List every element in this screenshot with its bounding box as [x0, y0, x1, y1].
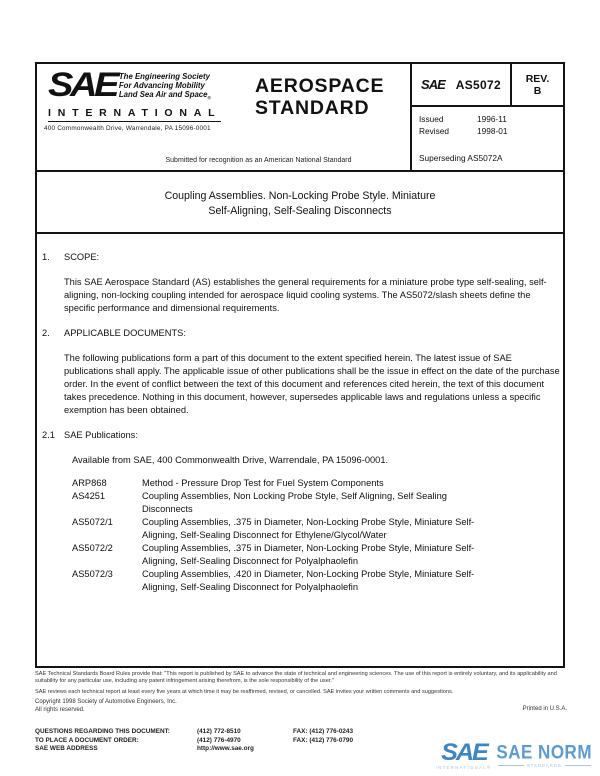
- tagline-line3: Land Sea Air and Space$_®$: [118, 89, 211, 101]
- revision-label: REV.: [525, 72, 550, 85]
- sae-norm-glyph-icon: SAE: [440, 739, 487, 766]
- issued-date: 1996-11: [477, 114, 507, 124]
- section-1-paragraph: This SAE Aerospace Standard (AS) establishes the general requirements for a miniature probe type self-sealing, self-aligning, non-locking coupling intended for aerospace liquid cooling systems. The AS5072/slash sheets define the specific performance and dimensional requirements.: [64, 277, 547, 313]
- copyright-line2: All rights reserved.: [35, 706, 85, 713]
- sae-norm-subtitle-text: STANDARDS: [526, 763, 562, 768]
- contact-row-orders: [35, 737, 353, 746]
- document-header: [37, 64, 563, 172]
- sae-norm-subtitle: [496, 763, 592, 768]
- revision-box: [512, 64, 563, 105]
- section-2-number: 2.: [42, 328, 50, 338]
- revision-value: B: [533, 84, 542, 97]
- document-number: AS5072: [455, 77, 501, 92]
- printed-in-usa: Printed in U.S.A.: [522, 706, 567, 712]
- section-2-title: APPLICABLE DOCUMENTS:: [64, 328, 186, 338]
- section-1-number: 1.: [42, 252, 50, 262]
- copyright-notice: [35, 699, 177, 714]
- dash-icon: [498, 765, 524, 766]
- publication-title: Method - Pressure Drop Test for Fuel System Components: [142, 478, 384, 488]
- contact-fax: FAX: (412) 776-0790: [293, 736, 354, 744]
- contact-phone: (412) 776-4970: [197, 736, 241, 744]
- sae-norm-title: SAE NORM: [496, 741, 592, 764]
- contact-fax: FAX: (412) 776-0243: [293, 728, 354, 735]
- sae-logo: [44, 66, 222, 132]
- publication-code: ARP868: [72, 478, 107, 488]
- publication-code: AS4251: [72, 491, 106, 501]
- title-line1: Coupling Assemblies. Non-Locking Probe Style. Miniature: [164, 190, 436, 202]
- contact-label: TO PLACE A DOCUMENT ORDER:: [35, 736, 139, 744]
- sae-norm-international: INTERNATIONAL®: [435, 765, 492, 770]
- sae-web-url: http://www.sae.org: [197, 745, 254, 753]
- publication-row: [72, 516, 557, 542]
- section-1-title: SCOPE:: [64, 252, 100, 262]
- review-note: SAE reviews each technical report at least every five years at which time it may be reaffirmed, revised, or cancelled. SAE invites your written comments and suggestions.: [35, 689, 454, 695]
- sae-address: 400 Commonwealth Drive, Warrendale, PA 15096-0001: [44, 124, 211, 132]
- publication-row: [72, 568, 557, 594]
- revised-row: Revised 1998-01: [419, 125, 508, 136]
- title-line2: Self-Aligning, Self-Sealing Disconnects: [208, 205, 392, 217]
- contact-row-questions: [35, 728, 353, 737]
- doc-type-line2: STANDARD: [255, 96, 370, 119]
- contact-label: SAE WEB ADDRESS: [35, 745, 98, 753]
- section-1-heading: [42, 251, 557, 264]
- doc-type-line1: AEROSPACE: [255, 75, 385, 97]
- revised-date: 1998-01: [477, 125, 508, 136]
- publication-code: AS5072/2: [72, 543, 113, 553]
- ansi-submission-note: Submitted for recognition as an American National Standard: [165, 157, 352, 164]
- publication-code: AS5072/3: [72, 569, 113, 579]
- superseding-note: Superseding AS5072A: [419, 153, 503, 163]
- section-2-1-number: 2.1: [42, 430, 55, 440]
- contact-info: [35, 728, 353, 754]
- sae-small-logo-icon: SAE: [421, 77, 445, 92]
- section-2-1-heading: [42, 429, 557, 442]
- sae-tagline: [119, 71, 211, 103]
- tagline-line2: For Advancing Mobility: [118, 80, 205, 90]
- availability-note: Available from SAE, 400 Commonwealth Drive, Warrendale, PA 15096-0001.: [72, 455, 389, 465]
- document-title: [37, 172, 563, 234]
- publication-list: [72, 477, 557, 594]
- document-body: [37, 234, 563, 666]
- section-2-paragraph: The following publications form a part of this document to the extent specified herein. The latest issue of SAE publications shall apply. The applicable issue of other publications shall be the issue in effect on the date of the purchase order. In the event of conflict between the text of this document and references cited herein, the text of this document takes precedence. Nothing in this document, however, supersedes applicable laws and regulations unless a specific exemption has been obtained.: [64, 353, 560, 415]
- copyright-line1: Copyright 1998 Society of Automotive Engineers, Inc.: [35, 699, 177, 705]
- tagline-line1: The Engineering Society: [118, 72, 210, 81]
- document-frame: [35, 62, 565, 668]
- publication-code: AS5072/1: [72, 517, 113, 527]
- sae-international-label: INTERNATIONAL: [48, 107, 221, 122]
- publication-title: Coupling Assemblies, Non Locking Probe Style, Self Aligning, Self Sealing Disconnects: [142, 491, 447, 514]
- tsb-disclaimer: SAE Technical Standards Board Rules provide that: "This report is published by SAE to advance the state of technical and engineering sciences. The use of this report is entirely voluntary, and its applicability and suitability for any particular use, including any patent infringement arising therefrom, is the sole responsibility of the user.": [35, 671, 557, 684]
- publication-row: [72, 490, 557, 516]
- issue-metadata: [412, 107, 563, 168]
- section-2-heading: [42, 327, 557, 340]
- contact-label: QUESTIONS REGARDING THIS DOCUMENT:: [35, 728, 170, 735]
- publication-title: Coupling Assemblies, .375 in Diameter, Non-Locking Probe Style, Miniature Self-Aligning, Self-Sealing Disconnect for Polyalphaolefin: [142, 543, 475, 566]
- publication-row: [72, 542, 557, 568]
- sae-logo-icon: SAE: [48, 66, 117, 104]
- publication-row: [72, 477, 557, 490]
- header-left: [37, 64, 410, 170]
- contact-phone: (412) 772-8510: [197, 728, 241, 735]
- document-type-title: [255, 76, 384, 119]
- contact-row-web: [35, 745, 353, 754]
- publication-title: Coupling Assemblies, .420 in Diameter, Non-Locking Probe Style, Miniature Self-Aligning, Self-Sealing Disconnect for Polyalphaolefin: [142, 569, 475, 592]
- sae-norm-logo: [435, 739, 592, 770]
- registered-mark-icon: ®: [207, 95, 211, 101]
- publication-title: Coupling Assemblies, .375 in Diameter, Non-Locking Probe Style, Miniature Self-Aligning, Self-Sealing Disconnect for Ethylene/Glycol/Water: [142, 517, 475, 540]
- header-right: [410, 64, 563, 170]
- document-id-box: [412, 64, 512, 105]
- issued-row: Issued 1996-11: [419, 114, 507, 124]
- section-2-1-title: SAE Publications:: [64, 430, 138, 440]
- dash-icon: [565, 765, 591, 766]
